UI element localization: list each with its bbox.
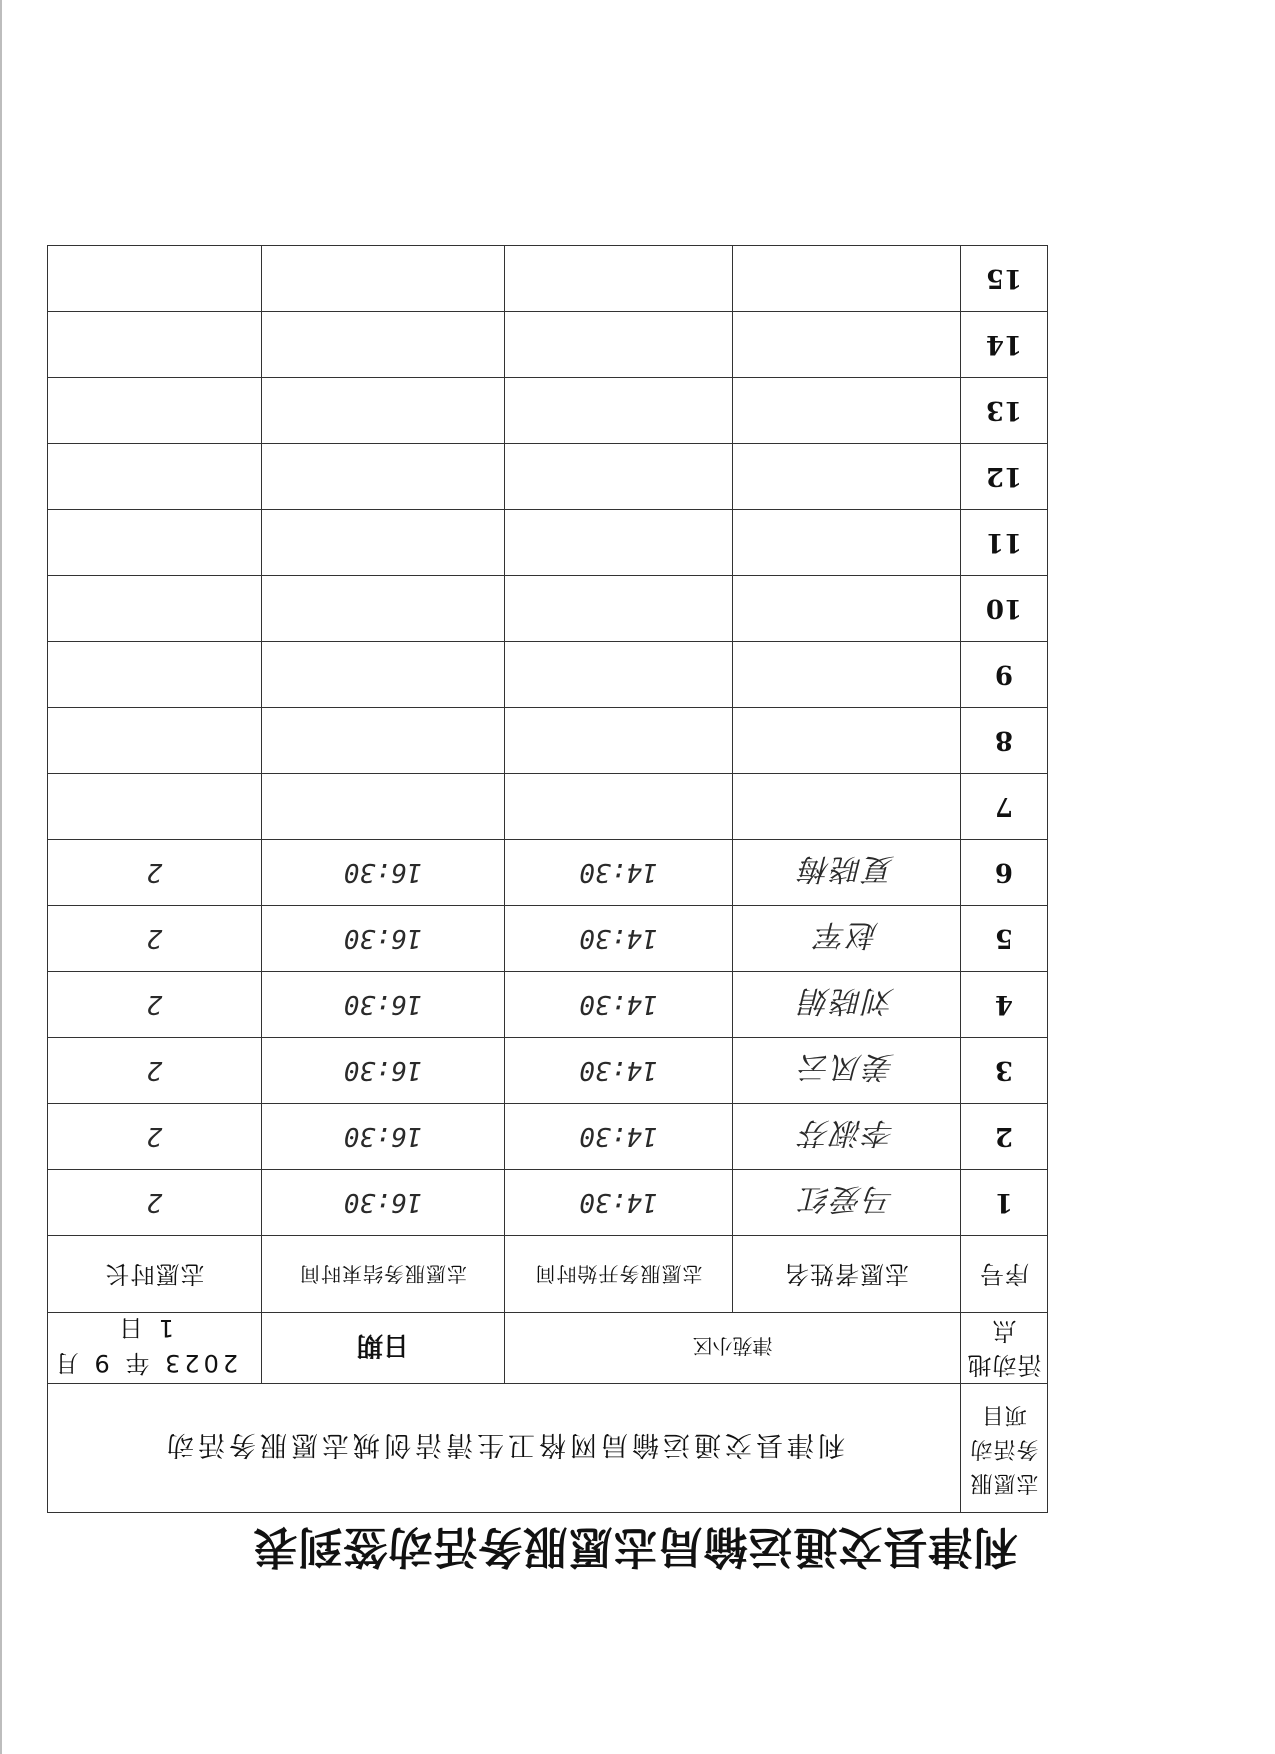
document-title: 利津县交通运输局志愿服务活动签到表 xyxy=(252,1521,1018,1572)
row-name xyxy=(733,444,961,510)
row-seq: 11 xyxy=(961,510,1048,576)
row-start-time xyxy=(505,642,733,708)
row-start-time xyxy=(505,774,733,840)
location-date-row xyxy=(48,1313,1048,1384)
row-end-time: 16:30 xyxy=(262,840,505,906)
row-start-time: 14:30 xyxy=(505,1104,733,1170)
row-hours xyxy=(48,642,262,708)
row-start-time xyxy=(505,312,733,378)
row-end-time: 16:30 xyxy=(262,972,505,1038)
row-start-time: 14:30 xyxy=(505,840,733,906)
row-hours: 2 xyxy=(48,1104,262,1170)
row-hours xyxy=(48,576,262,642)
table-row xyxy=(48,972,1048,1038)
row-name: 刘晓娟 xyxy=(733,972,961,1038)
row-name: 李淑芬 xyxy=(733,1104,961,1170)
location-value: 津苑小区 xyxy=(505,1313,961,1384)
row-name: 赵军 xyxy=(733,906,961,972)
row-hours: 2 xyxy=(48,1038,262,1104)
row-start-time xyxy=(505,708,733,774)
row-seq: 1 xyxy=(961,1170,1048,1236)
row-start-time: 14:30 xyxy=(505,972,733,1038)
row-end-time xyxy=(262,708,505,774)
row-start-time xyxy=(505,510,733,576)
table-row xyxy=(48,708,1048,774)
header-row xyxy=(48,1236,1048,1313)
table-row xyxy=(48,906,1048,972)
row-hours: 2 xyxy=(48,972,262,1038)
row-seq: 8 xyxy=(961,708,1048,774)
row-seq: 13 xyxy=(961,378,1048,444)
row-hours xyxy=(48,708,262,774)
row-start-time: 14:30 xyxy=(505,906,733,972)
row-seq: 6 xyxy=(961,840,1048,906)
row-start-time: 14:30 xyxy=(505,1038,733,1104)
row-end-time: 16:30 xyxy=(262,1038,505,1104)
header-hours: 志愿时长 xyxy=(48,1236,262,1313)
row-hours xyxy=(48,510,262,576)
row-name: 姜凤云 xyxy=(733,1038,961,1104)
row-seq: 12 xyxy=(961,444,1048,510)
row-end-time xyxy=(262,576,505,642)
row-end-time xyxy=(262,774,505,840)
row-seq: 9 xyxy=(961,642,1048,708)
row-end-time xyxy=(262,378,505,444)
location-label: 活动地点 xyxy=(961,1313,1048,1384)
row-end-time: 16:30 xyxy=(262,1104,505,1170)
row-hours: 2 xyxy=(48,840,262,906)
row-end-time xyxy=(262,312,505,378)
row-hours xyxy=(48,378,262,444)
row-name xyxy=(733,246,961,312)
row-end-time xyxy=(262,510,505,576)
row-name: 夏晓梅 xyxy=(733,840,961,906)
table-row xyxy=(48,444,1048,510)
row-name xyxy=(733,510,961,576)
row-name: 马爱红 xyxy=(733,1170,961,1236)
table-row xyxy=(48,378,1048,444)
table-row xyxy=(48,510,1048,576)
table-row xyxy=(48,312,1048,378)
row-start-time xyxy=(505,378,733,444)
row-start-time: 14:30 xyxy=(505,1170,733,1236)
date-value: 2023 年 9 月 1 日 xyxy=(48,1313,262,1384)
row-end-time xyxy=(262,642,505,708)
row-seq: 4 xyxy=(961,972,1048,1038)
row-start-time xyxy=(505,246,733,312)
row-hours: 2 xyxy=(48,1170,262,1236)
row-seq: 15 xyxy=(961,246,1048,312)
row-hours xyxy=(48,312,262,378)
purpose-label: 志愿服务活动项目 xyxy=(961,1384,1048,1513)
table-row xyxy=(48,774,1048,840)
row-seq: 14 xyxy=(961,312,1048,378)
table-row xyxy=(48,1170,1048,1236)
row-seq: 5 xyxy=(961,906,1048,972)
row-seq: 10 xyxy=(961,576,1048,642)
row-end-time: 16:30 xyxy=(262,1170,505,1236)
sign-in-table xyxy=(47,245,1048,1513)
table-row xyxy=(48,576,1048,642)
header-seq: 序号 xyxy=(961,1236,1048,1313)
table-row xyxy=(48,1038,1048,1104)
header-end: 志愿服务结束时间 xyxy=(262,1236,505,1313)
row-name xyxy=(733,642,961,708)
table-row xyxy=(48,1104,1048,1170)
row-name xyxy=(733,774,961,840)
row-hours xyxy=(48,774,262,840)
row-end-time xyxy=(262,246,505,312)
date-label: 日期 xyxy=(262,1313,505,1384)
header-start: 志愿服务开始时间 xyxy=(505,1236,733,1313)
row-start-time xyxy=(505,576,733,642)
table-row xyxy=(48,246,1048,312)
row-seq: 3 xyxy=(961,1038,1048,1104)
row-end-time xyxy=(262,444,505,510)
purpose-row xyxy=(48,1384,1048,1513)
row-seq: 7 xyxy=(961,774,1048,840)
purpose-value: 利津县交通运输局网格卫生清洁创城志愿服务活动 xyxy=(48,1384,961,1513)
row-seq: 2 xyxy=(961,1104,1048,1170)
row-hours xyxy=(48,444,262,510)
row-name xyxy=(733,708,961,774)
table-row xyxy=(48,840,1048,906)
row-hours: 2 xyxy=(48,906,262,972)
row-hours xyxy=(48,246,262,312)
row-end-time: 16:30 xyxy=(262,906,505,972)
row-start-time xyxy=(505,444,733,510)
row-name xyxy=(733,378,961,444)
row-name xyxy=(733,576,961,642)
row-name xyxy=(733,312,961,378)
table-row xyxy=(48,642,1048,708)
header-name: 志愿者姓名 xyxy=(733,1236,961,1313)
